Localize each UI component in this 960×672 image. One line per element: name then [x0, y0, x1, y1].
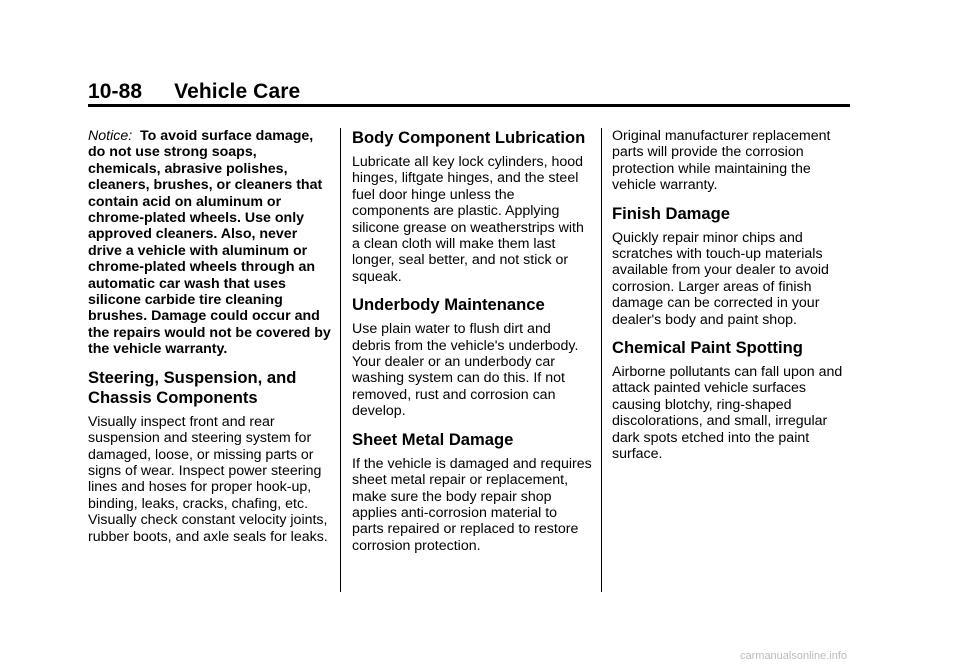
paragraph-body-lubrication: Lubricate all key lock cylinders, hood hinges, liftgate hinges, and the steel fuel door hinge unless the components are plastic. Applying silicone grease on weatherstrips with a clean cloth will make them last longer, seal better, and not stick or squeak.	[352, 154, 584, 285]
column-divider-1	[340, 128, 341, 592]
heading-chemical-spotting: Chemical Paint Spotting	[612, 338, 803, 358]
paragraph-sheet-metal: If the vehicle is damaged and requires sheet metal repair or replacement, make sure the body repair shop applies anti-corrosion material to parts repaired or replaced to restore corrosion protection.	[352, 455, 592, 554]
section-title: Vehicle Care	[174, 80, 301, 103]
heading-finish-damage: Finish Damage	[612, 203, 731, 223]
page-number: 10-88	[88, 80, 143, 103]
notice-label: Notice:	[88, 128, 133, 144]
column-1	[88, 128, 333, 545]
paragraph-finish-damage: Quickly repair minor chips and scratches with touch-up materials available from your dealer to avoid corrosion. Larger areas of finish damage can be corrected in your dealer's body and paint shop.	[612, 229, 829, 328]
heading-steering: Steering, Suspension, and Chassis Components	[88, 367, 297, 407]
page-header	[88, 80, 300, 104]
column-2	[352, 128, 592, 554]
header-rule	[88, 104, 850, 107]
paragraph-chemical-spotting: Airborne pollutants can fall upon and attack painted vehicle surfaces causing blotchy, ring-shaped discolorations, and small, irregular dark spots etched into the paint surface.	[612, 364, 843, 463]
watermark: carmanualsonline.info	[740, 650, 848, 662]
paragraph-steering: Visually inspect front and rear suspension and steering system for damaged, loose, or missing parts or signs of wear. Inspect power steering lines and hoses for proper hook-up, binding, leaks, cracks, chafing, etc. Visually check constant velocity joints, rubber boots, and axle seals for leaks.	[88, 413, 328, 545]
notice-text: To avoid surface damage, do not use strong soaps, chemicals, abrasive polishes, cleaners, brushes, or cleaners that contain acid on aluminum or chrome-plated wheels. Use only approved cleaners. Also, never drive a vehicle with aluminum or chrome-plated wheels through an automatic car wash that uses silicone carbide tire cleaning brushes. Damage could occur and the repairs would not be covered by the vehicle warranty.	[88, 128, 331, 358]
notice	[88, 128, 333, 358]
heading-underbody: Underbody Maintenance	[352, 295, 545, 315]
column-divider-2	[601, 128, 602, 592]
paragraph-underbody: Use plain water to flush dirt and debris from the vehicle's underbody. Your dealer or an underbody car washing system can do this. If not removed, rust and corrosion can develop.	[352, 321, 579, 420]
column-3	[612, 128, 850, 463]
heading-sheet-metal: Sheet Metal Damage	[352, 429, 514, 449]
heading-body-lubrication: Body Component Lubrication	[352, 128, 586, 147]
paragraph-replacement-parts: Original manufacturer replacement parts will provide the corrosion protection while maintaining the vehicle warranty.	[612, 128, 831, 194]
